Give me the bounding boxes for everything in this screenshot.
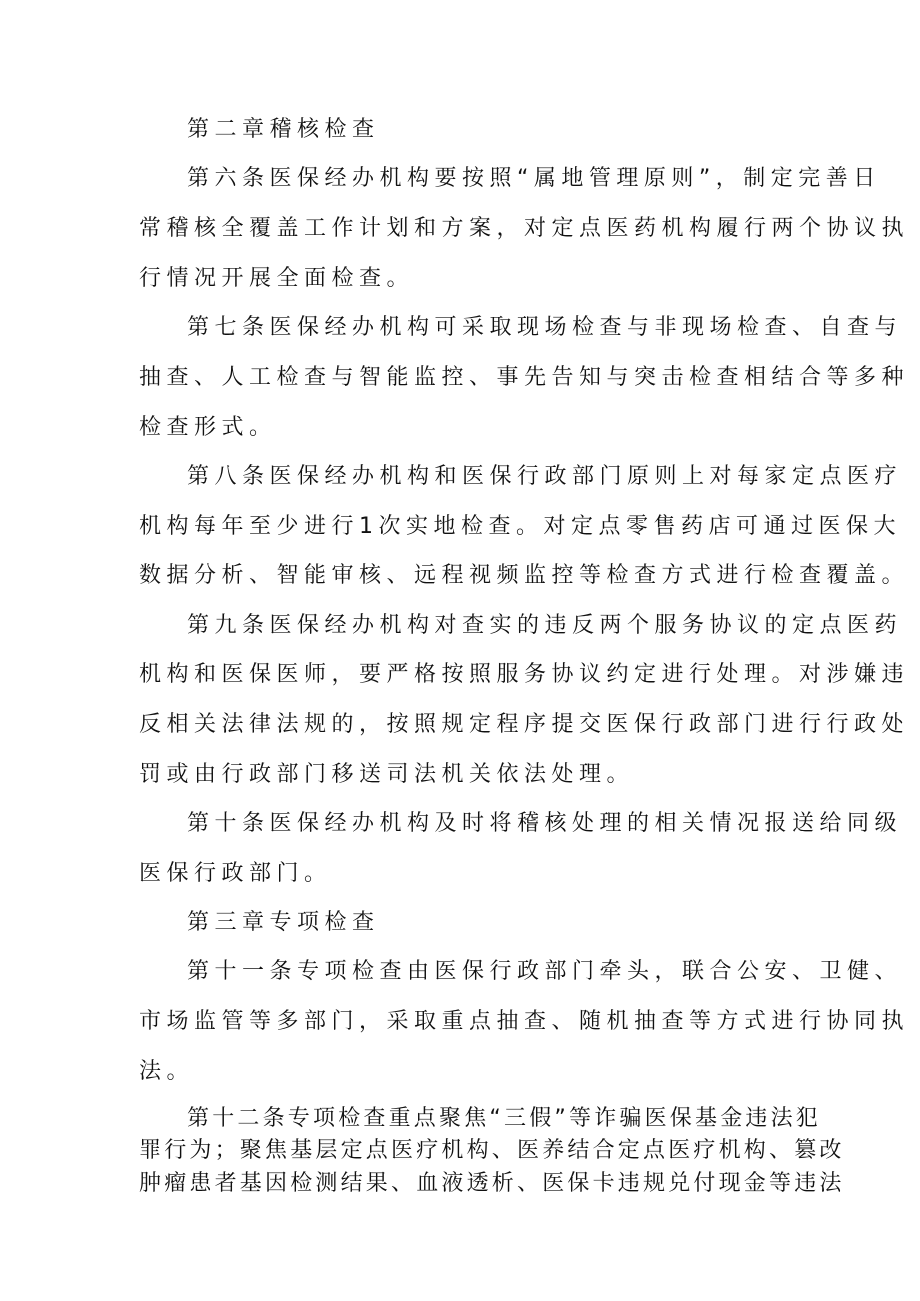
article-line: 检查形式。 [139,415,277,440]
article-line: 法。 [139,1059,195,1084]
article-line: 第七条医保经办机构可采取现场检查与非现场检查、自查与 [187,315,903,340]
article-line: 罪行为；聚焦基层定点医疗机构、医养结合定点医疗机构、篡改 [139,1138,845,1163]
article-line: 第十二条专项检查重点聚焦“三假”等诈骗医保基金违法犯 [187,1106,821,1131]
article-line: 肿瘤患者基因检测结果、血液透析、医保卡违规兑付现金等违法 [139,1171,845,1196]
article-line: 医保行政部门。 [139,861,332,886]
article-line: 第十条医保经办机构及时将稽核处理的相关情况报送给同级 [187,811,903,836]
article-line: 行情况开展全面检查。 [139,266,415,291]
article-line: 机构和医保医师，要严格按照服务协议约定进行处理。对涉嫌违 [139,662,910,687]
article-line: 数据分析、智能审核、远程视频监控等检查方式进行检查覆盖。 [139,563,910,588]
article-line: 市场监管等多部门，采取重点抽查、随机抽查等方式进行协同执 [139,1009,910,1034]
article-line: 第六条医保经办机构要按照“属地管理原则”，制定完善日 [187,166,881,191]
article-line: 机构每年至少进行1次实地检查。对定点零售药店可通过医保大 [139,514,901,539]
article-line: 第八条医保经办机构和医保行政部门原则上对每家定点医疗 [187,464,903,489]
article-line: 第九条医保经办机构对查实的违反两个服务协议的定点医药 [187,613,903,638]
article-line: 罚或由行政部门移送司法机关依法处理。 [139,762,635,787]
chapter-heading: 第二章稽核检查 [187,117,380,142]
article-line: 常稽核全覆盖工作计划和方案，对定点医药机构履行两个协议执 [139,216,910,241]
chapter-heading: 第三章专项检查 [187,910,380,935]
article-line: 反相关法律法规的，按照规定程序提交医保行政部门进行行政处 [139,712,910,737]
article-line: 第十一条专项检查由医保行政部门牵头，联合公安、卫健、 [187,959,903,984]
article-line: 抽查、人工检查与智能监控、事先告知与突击检查相结合等多种 [139,365,910,390]
